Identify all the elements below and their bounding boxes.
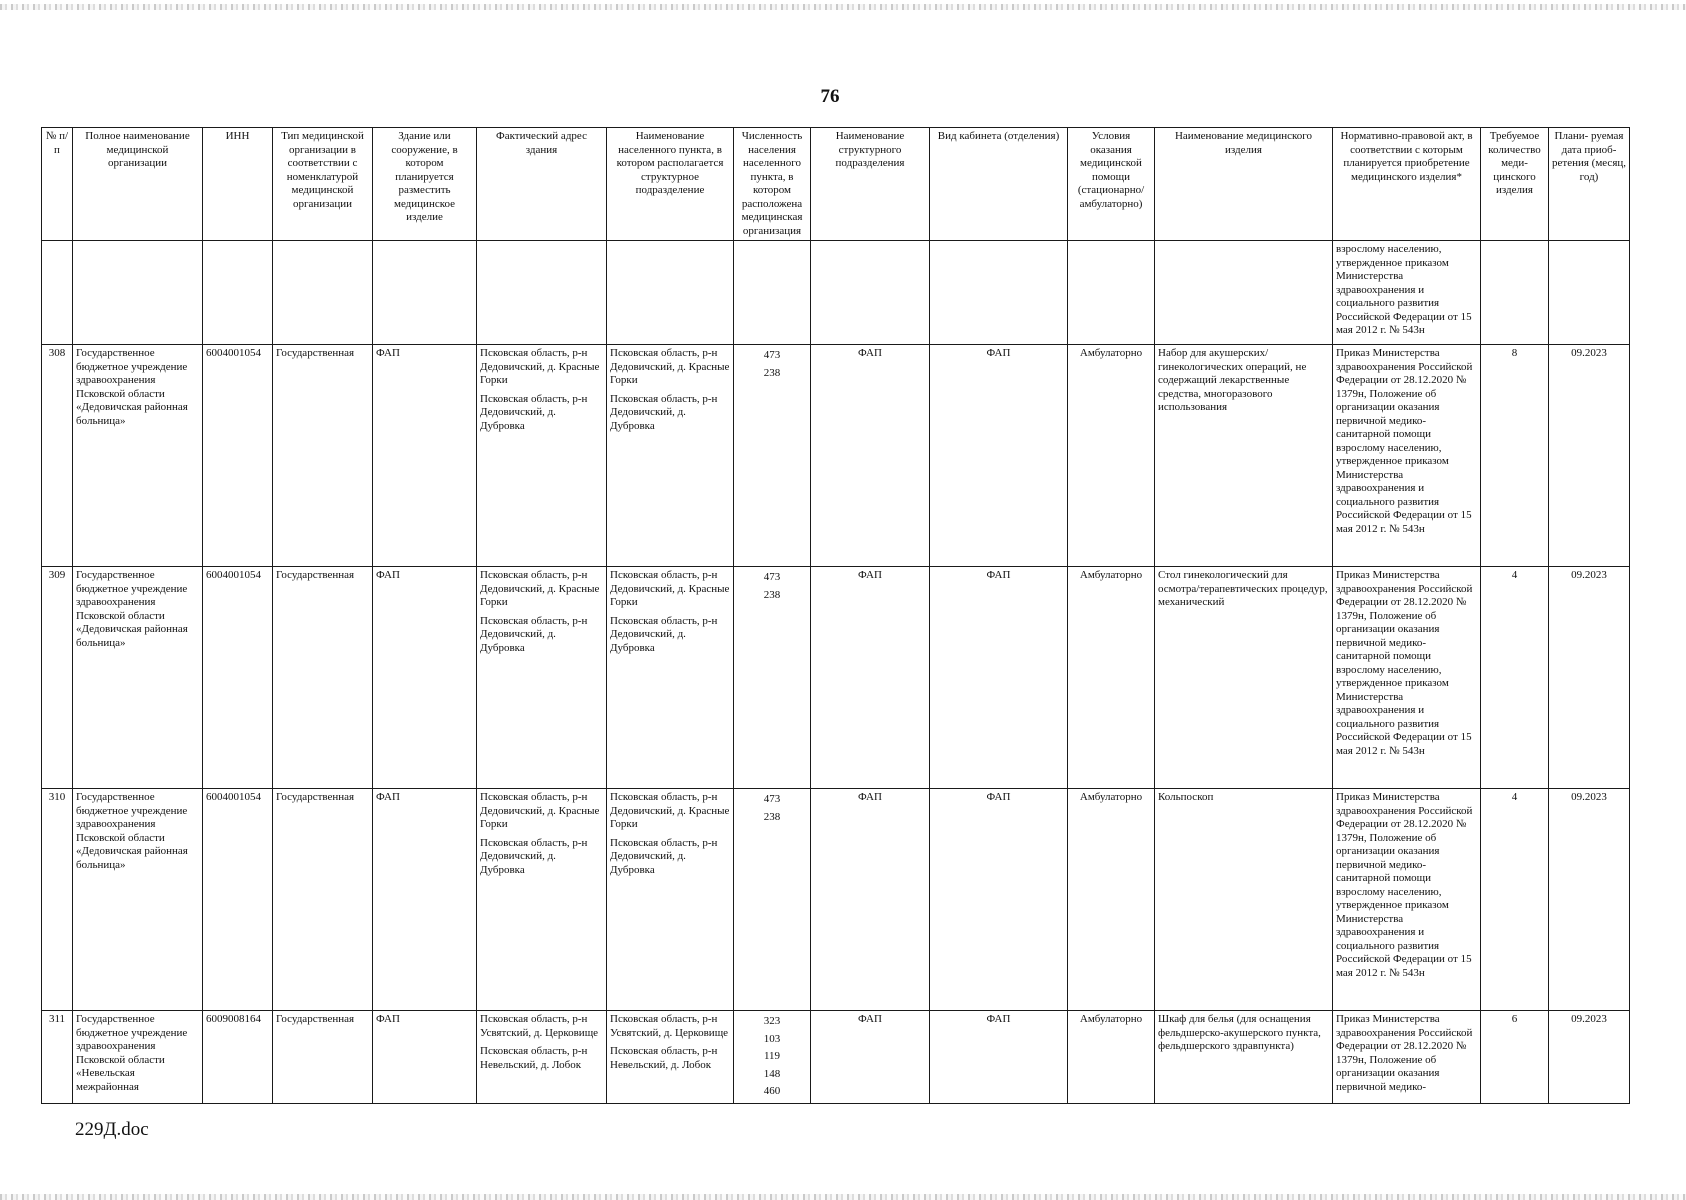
population (734, 567, 811, 789)
column-header: Условия оказания медицинской помощи (стационарно/ амбулаторно) (1068, 128, 1155, 241)
column-header: Здание или сооружение, в котором планируется разместить медицинское изделие (373, 128, 477, 241)
column-header: Вид кабинета (отделения) (930, 128, 1068, 241)
locality (607, 1011, 734, 1104)
column-header: Наименование медицинского изделия (1155, 128, 1333, 241)
organization-name: Государственное бюджетное учреждение здравоохранения Псковской области «Невельская межрайонная (73, 1011, 203, 1104)
population-value: 148 (763, 1067, 781, 1080)
organization-type: Государственная (273, 789, 373, 1011)
cabinet-type: ФАП (930, 567, 1068, 789)
building: ФАП (373, 1011, 477, 1104)
locality-line: Псковская область, р-н Дедовичский, д. Красные Горки (610, 347, 730, 386)
row-number: 309 (42, 567, 73, 789)
population (734, 345, 811, 567)
care-conditions: Амбулаторно (1068, 345, 1155, 567)
column-header: Наименование населенного пункта, в котором располагается структурное подразделение (607, 128, 734, 241)
legal-act: Приказ Министерства здравоохранения Российской Федерации от 28.12.2020 № 1379н, Положение об организации оказания первичной медико-санитарной помощи взрослому населению, утвержденное приказом Министерства здравоохранения и социального развития Российской Федерации от 15 мая 2012 г. № 543н (1333, 789, 1481, 1011)
table-row (42, 567, 1630, 789)
care-conditions: Амбулаторно (1068, 1011, 1155, 1104)
document-filename: 229Д.doc (75, 1119, 149, 1140)
column-header: Тип медицинской организации в соответствии с номенклатурой медицинской организации (273, 128, 373, 241)
address-line: Псковская область, р-н Дедовичский, д. Красные Горки (480, 569, 600, 608)
population-value: 473 (763, 793, 781, 805)
continuation-row (42, 241, 1630, 345)
organization-name: Государственное бюджетное учреждение здравоохранения Псковской области «Дедовичская районная больница» (73, 789, 203, 1011)
organization-type: Государственная (273, 567, 373, 789)
population-value: 323 (763, 1015, 781, 1027)
column-header: Фактический адрес здания (477, 128, 607, 241)
purchase-date: 09.2023 (1549, 345, 1630, 567)
purchase-date: 09.2023 (1549, 567, 1630, 789)
purchase-date: 09.2023 (1549, 1011, 1630, 1104)
address-line: Псковская область, р-н Дедовичский, д. Дубровка (480, 392, 588, 432)
column-header: Требуемое количество меди- цинского изделия (1481, 128, 1549, 241)
device-name: Шкаф для белья (для оснащения фельдшерско-акушерского пункта, фельдшерского здравпункта) (1155, 1011, 1333, 1104)
structural-unit: ФАП (811, 789, 930, 1011)
organization-name: Государственное бюджетное учреждение здравоохранения Псковской области «Дедовичская районная больница» (73, 345, 203, 567)
table-row (42, 789, 1630, 1011)
address-line: Псковская область, р-н Невельский, д. Лобок (480, 1045, 588, 1071)
inn: 6004001054 (203, 567, 273, 789)
row-number: 310 (42, 789, 73, 1011)
table-header-row (42, 128, 1630, 241)
population-value: 238 (763, 810, 781, 823)
structural-unit: ФАП (811, 1011, 930, 1104)
quantity: 4 (1481, 789, 1549, 1011)
quantity: 4 (1481, 567, 1549, 789)
locality (607, 567, 734, 789)
population (734, 1011, 811, 1104)
population-value: 238 (763, 366, 781, 379)
organization-name: Государственное бюджетное учреждение здравоохранения Псковской области «Дедовичская районная больница» (73, 567, 203, 789)
locality-line: Псковская область, р-н Невельский, д. Лобок (610, 1045, 718, 1071)
actual-address (477, 1011, 607, 1104)
quantity: 6 (1481, 1011, 1549, 1104)
population (734, 789, 811, 1011)
scan-edge-bottom (0, 1194, 1686, 1200)
table-row (42, 1011, 1630, 1104)
building: ФАП (373, 345, 477, 567)
population-value: 103 (763, 1032, 781, 1045)
population-value: 119 (763, 1050, 781, 1062)
column-header: Полное наименование медицинской организации (73, 128, 203, 241)
cabinet-type: ФАП (930, 1011, 1068, 1104)
population-value: 473 (763, 571, 781, 583)
actual-address (477, 567, 607, 789)
column-header: Плани- руемая дата приоб- ретения (месяц, год) (1549, 128, 1630, 241)
table-row (42, 345, 1630, 567)
inn: 6004001054 (203, 789, 273, 1011)
scan-edge-top (0, 4, 1686, 10)
legal-act: Приказ Министерства здравоохранения Российской Федерации от 28.12.2020 № 1379н, Положение об организации оказания первичной медико- (1333, 1011, 1481, 1104)
legal-act-continuation: взрослому населению, утвержденное приказом Министерства здравоохранения и социального развития Российской Федерации от 15 мая 2012 г. № 543н (1333, 241, 1481, 345)
locality (607, 789, 734, 1011)
population-value: 460 (763, 1085, 781, 1097)
device-name: Кольпоскоп (1155, 789, 1333, 1011)
address-line: Псковская область, р-н Дедовичский, д. Красные Горки (480, 791, 600, 830)
address-line: Псковская область, р-н Дедовичский, д. Дубровка (480, 836, 588, 876)
locality-line: Псковская область, р-н Дедовичский, д. Дубровка (610, 614, 718, 654)
column-header: Нормативно-правовой акт, в соответствии с которым планируется приобретение медицинского изделия* (1333, 128, 1481, 241)
organization-type: Государственная (273, 345, 373, 567)
locality-line: Псковская область, р-н Дедовичский, д. Красные Горки (610, 569, 730, 608)
locality-line: Псковская область, р-н Усвятский, д. Церковище (610, 1013, 729, 1039)
population-value: 238 (763, 588, 781, 601)
actual-address (477, 345, 607, 567)
organization-type: Государственная (273, 1011, 373, 1104)
care-conditions: Амбулаторно (1068, 789, 1155, 1011)
locality-line: Псковская область, р-н Дедовичский, д. Красные Горки (610, 791, 730, 830)
structural-unit: ФАП (811, 567, 930, 789)
column-header: Наименование структурного подразделения (811, 128, 930, 241)
device-name: Стол гинекологический для осмотра/терапевтических процедур, механический (1155, 567, 1333, 789)
locality-line: Псковская область, р-н Дедовичский, д. Дубровка (610, 392, 718, 432)
cabinet-type: ФАП (930, 789, 1068, 1011)
column-header: № п/п (42, 128, 73, 241)
building: ФАП (373, 789, 477, 1011)
address-line: Псковская область, р-н Усвятский, д. Церковище (480, 1013, 599, 1039)
address-line: Псковская область, р-н Дедовичский, д. Дубровка (480, 614, 588, 654)
cabinet-type: ФАП (930, 345, 1068, 567)
inn: 6009008164 (203, 1011, 273, 1104)
care-conditions: Амбулаторно (1068, 567, 1155, 789)
device-name: Набор для акушерских/гинекологических операций, не содержащий лекарственные средства, многоразового использования (1155, 345, 1333, 567)
building: ФАП (373, 567, 477, 789)
address-line: Псковская область, р-н Дедовичский, д. Красные Горки (480, 347, 600, 386)
locality-line: Псковская область, р-н Дедовичский, д. Дубровка (610, 836, 718, 876)
population-value: 473 (763, 349, 781, 361)
column-header: Численность населения населенного пункта, в котором расположена медицинская организация (734, 128, 811, 241)
purchase-date: 09.2023 (1549, 789, 1630, 1011)
structural-unit: ФАП (811, 345, 930, 567)
row-number: 308 (42, 345, 73, 567)
row-number: 311 (42, 1011, 73, 1104)
legal-act: Приказ Министерства здравоохранения Российской Федерации от 28.12.2020 № 1379н, Положение об организации оказания первичной медико-санитарной помощи взрослому населению, утвержденное приказом Министерства здравоохранения и социального развития Российской Федерации от 15 мая 2012 г. № 543н (1333, 567, 1481, 789)
legal-act: Приказ Министерства здравоохранения Российской Федерации от 28.12.2020 № 1379н, Положение об организации оказания первичной медико-санитарной помощи взрослому населению, утвержденное приказом Министерства здравоохранения и социального развития Российской Федерации от 15 мая 2012 г. № 543н (1333, 345, 1481, 567)
inn: 6004001054 (203, 345, 273, 567)
page-number: 76 (820, 86, 840, 107)
actual-address (477, 789, 607, 1011)
locality (607, 345, 734, 567)
column-header: ИНН (203, 128, 273, 241)
quantity: 8 (1481, 345, 1549, 567)
device-table (41, 127, 1630, 1104)
